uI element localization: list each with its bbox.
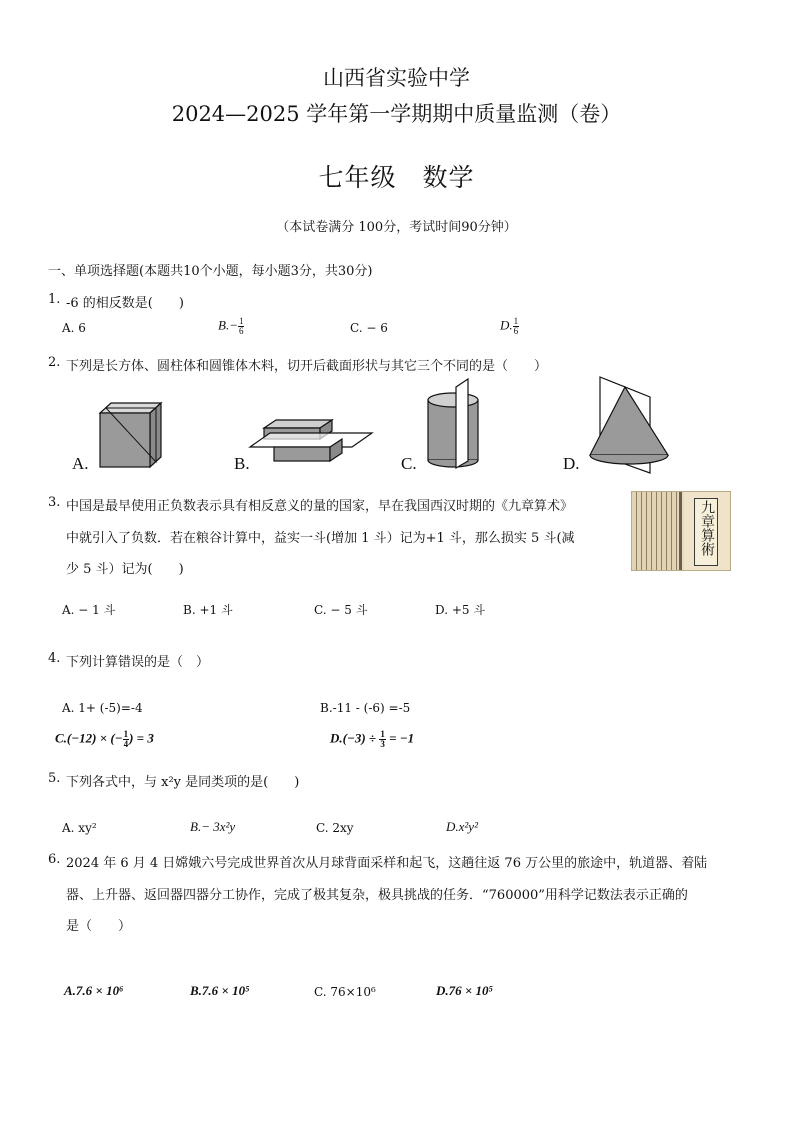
q2-stem: 下列是长方体、圆柱体和圆锥体木料，切开后截面形状与其它三个不同的是（ ） [66,359,548,374]
q4-option-a: A. 1+ (-5)=-4 [62,701,143,715]
q4-number: 4. [48,651,61,666]
q6-stem-line2: 器、上升器、返回器四器分工协作，完成了极其复杂，极具挑战的任务．“760000”用科学记数法表示正确的 [66,888,688,903]
q1-option-c: C. − 6 [350,321,388,335]
q5-option-a: A. xy² [62,821,97,835]
q3-stem-line1: 中国是最早使用正负数表示具有相反意义的量的国家，早在我国西汉时期的《九章算术》 [66,499,574,514]
q2-label-c: C. [401,454,417,473]
q5-stem: 下列各式中，与 x²y 是同类项的是( ) [66,775,300,790]
q3-option-d: D. +5 斗 [435,603,486,617]
section-heading: 一、单项选择题(本题共10个小题，每小题3分，共30分) [48,264,373,279]
q3-option-a: A. − 1 斗 [62,603,116,617]
q1-option-b: B.− $\frac{1}{6}$ [218,316,244,336]
book-title: 九章算術 [699,500,715,556]
q5-number: 5. [48,771,61,786]
q6-stem-line3: 是（ ） [66,919,132,934]
q3-option-c: C. − 5 斗 [314,603,368,617]
q1-option-d: D. $\frac{1}{6}$ [500,316,519,336]
q4-option-c: C.(−12) × (− $\frac{1}{4}$ ) = 3 [55,729,154,749]
q5-option-d: D.x²y² [446,819,478,834]
q4-option-b: B.-11 - (-6) =-5 [320,701,411,715]
q4-option-d: D.(−3) ÷ $\frac{1}{3}$ = −1 [330,729,415,749]
q6-number: 6. [48,852,61,867]
q3-stem-line2: 中就引入了负数．若在粮谷计算中，益实一斗(增加 1 斗）记为+1 斗，那么损实 5 斗(减 [66,531,575,546]
figure-d-cone [590,377,668,473]
q6-option-c: C. 76×10⁶ [314,985,376,999]
q3-stem-line3: 少 5 斗）记为( ) [66,562,184,577]
q3-number: 3. [48,495,61,510]
q6-option-b: B.7.6 × 10⁵ [190,983,250,998]
exam-note: （本试卷满分 100分，考试时间90分钟） [276,220,517,235]
figure-c-cylinder [428,379,478,468]
q2-label-b: B. [234,454,250,473]
q2-label-d: D. [563,454,580,473]
figure-a-cuboid [100,403,161,467]
jiuzhang-suanshu-photo [631,491,731,571]
q2-label-a: A. [72,454,89,473]
exam-title: 2024—2025 学年第一学期期中质量监测（卷） [171,102,622,126]
q5-option-c: C. 2xy [316,821,354,835]
q1-stem: -6 的相反数是( ) [66,296,184,311]
q1-number: 1. [48,292,61,307]
school-name: 山西省实验中学 [323,66,470,90]
q2-number: 2. [48,355,61,370]
q3-option-b: B. +1 斗 [183,603,233,617]
q6-stem-line1: 2024 年 6 月 4 日嫦娥六号完成世界首次从月球背面采样和起飞，这趟往返 76 万公里的旅途中，轨道器、着陆 [66,856,708,871]
q5-option-b: B.− 3x²y [190,819,236,834]
q6-option-d: D.76 × 10⁵ [436,983,494,998]
q6-option-a: A.7.6 × 10⁶ [64,983,124,998]
q4-stem: 下列计算错误的是（ ） [66,655,210,670]
subject-title: 七年级 数学 [318,163,475,192]
figure-b-cuboid [250,420,372,461]
q1-option-a: A. 6 [62,321,86,335]
